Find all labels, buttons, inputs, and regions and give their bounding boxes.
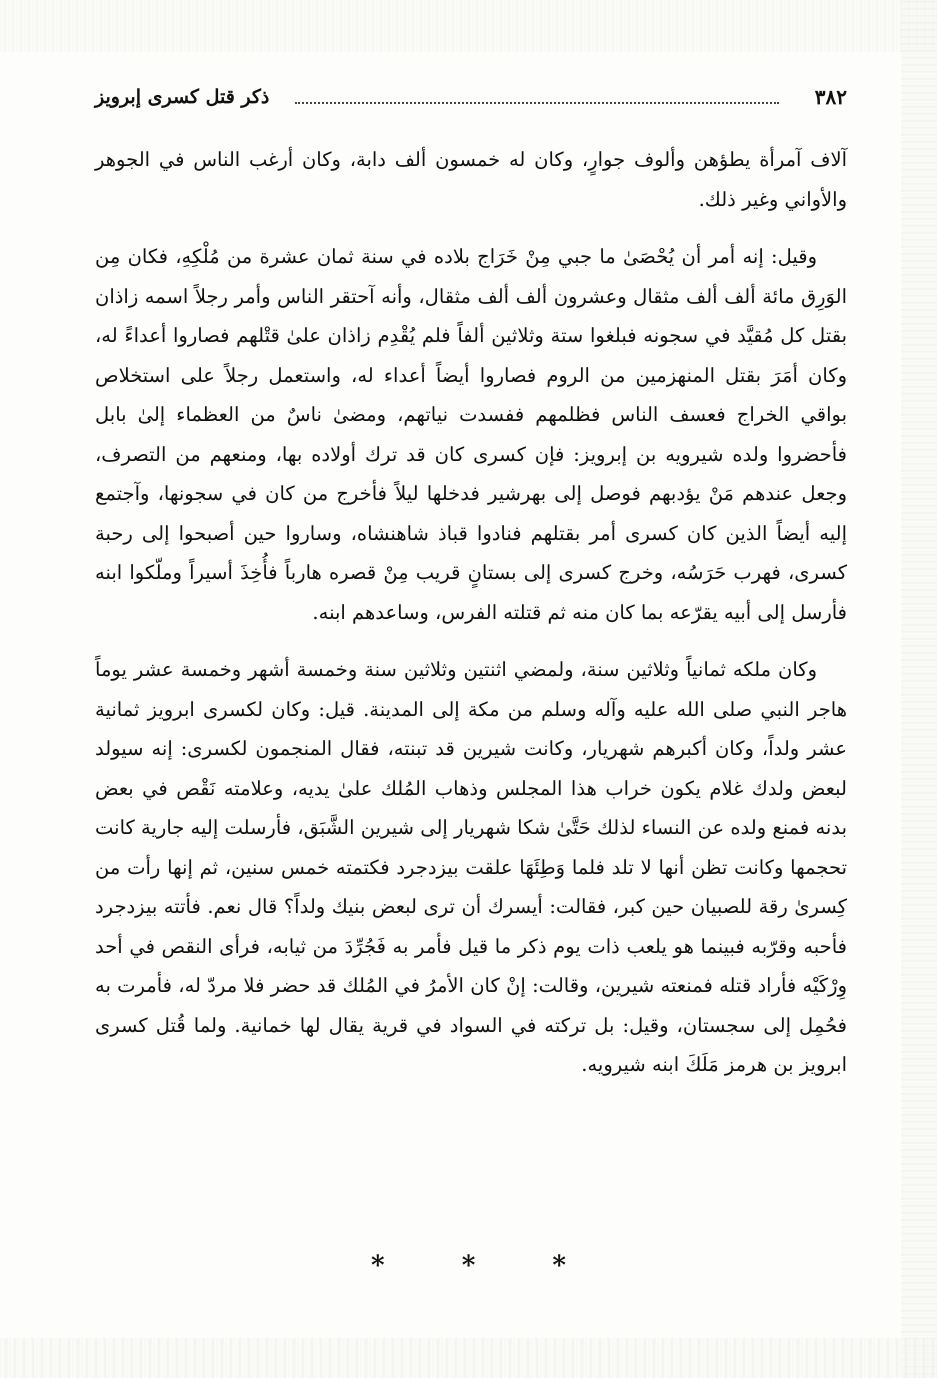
paragraph-1: آلاف آمرأة يطؤهن وألوف جوارٍ، وكان له خمسون ألف دابة، وكان أرغب الناس في الجوهر والأواني وغير ذلك. [95,148,847,211]
body-text [95,140,847,1085]
header-dot-leader [295,102,779,104]
page-number: ٣٨٢ [814,85,847,109]
paragraph-3: وكان ملكه ثمانياً وثلاثين سنة، ولمضي اثنتين وثلاثين سنة وخمسة أشهر وخمسة عشر يوماً هاجر النبي صلى الله عليه وآله وسلم من مكة إلى المدينة. قيل: وكان لكسرى ابرويز ثمانية عشر ولداً، وكان أكبرهم شهريار، وكانت شيرين قد تبنته، فقال المنجمون لكسرى: إنه سيولد لبعض ولدك غلام يكون خراب هذا المجلس وذهاب المُلك علىٰ يديه، وعلامته نَقْص في بعض بدنه فمنع ولده عن النساء لذلك حَتَّىٰ شكا شهريار إلى شيرين الشَّبَق، فأرسلت إليه جارية كانت تحجمها وكانت تظن أنها لا تلد فلما وَطِئَهَا علقت بيزدجرد فكتمته خمس سنين، ثم إنها رأت من كِسرىٰ رقة للصبيان حين كبر، فقالت: أيسرك أن ترى لبعض بنيك ولداً؟ قال نعم. فأتته بيزدجرد فأحبه وقرّبه فبينما هو يلعب ذات يوم ذكر ما قيل فأمر به فَجُرِّدَ من ثيابه، فرأى النقص في أحد وِرْكَيْه فأراد قتله فمنعته شيرين، وقالت: إنْ كان الأمرُ في المُلك قد حضر فلا مردّ له، فأمرت به فحُمِل إلى سجستان، وقيل: بل تركته في السواد في قرية يقال لها خمانية. ولما قُتل كسرى ابرويز بن هرمز مَلَكَ ابنه شيرويه. [95,658,848,1076]
ornament-star: * [461,1251,476,1281]
paragraph-gap [95,632,847,650]
ornament-star: * [552,1251,566,1281]
scan-edge-bottom [0,1338,937,1378]
paragraph-2: وقيل: إنه أمر أن يُحْصَىٰ ما جبي مِنْ خَرَاج بلاده في سنة ثمان عشرة من مُلْكِهِ، فكان مِن الوَرِق مائة ألف ألف مثقال وعشرون ألف ألف مثقال، وأنه آحتقر الناس وأمر رجلاً اسمه زاذان بقتل كل مُقيَّد في سجونه فبلغوا ستة وثلاثين ألفاً فلم يُقْدِم زاذان علىٰ قتْلهم فصاروا أعداءً له، وكان أمَرَ بقتل المنهزمين من الروم فصاروا أيضاً أعداء له، واستعمل رجلاً على استخلاص بواقي الخراج فعسف الناس فظلمهم ففسدت نياتهم، ومضىٰ ناسٌ من العظماء إلىٰ بابل فأحضروا ولده شيرويه بن إبرويز: فإن كسرى كان قد ترك أولاده بها، ومنعهم من التصرف، وجعل عندهم مَنْ يؤدبهم فوصل إلى بهرشير فدخلها ليلاً فأخرج من كان في سجونها، وآجتمع إليه أيضاً الذين كان كسرى أمر بقتلهم فنادوا قباذ شاهنشاه، وساروا حين أصبحوا إلى رحبة كسرى، فهرب حَرَسُه، وخرج كسرى إلى بستانٍ قريب مِنْ قصره هارباً فأُخِذَ أسيراً وملّكوا ابنه فأرسل إلى أبيه يقرّعه بما كان منه ثم قتلته الفرس، وساعدهم ابنه. [95,245,847,624]
paragraph-gap [95,219,847,237]
scan-edge-top [0,0,937,52]
running-title: ذكر قتل كسرى إبرويز [95,86,270,108]
ornament-star: * [370,1251,385,1281]
scan-edge-right [901,0,937,1378]
section-end-ornament [0,1246,937,1286]
running-header [95,82,847,116]
